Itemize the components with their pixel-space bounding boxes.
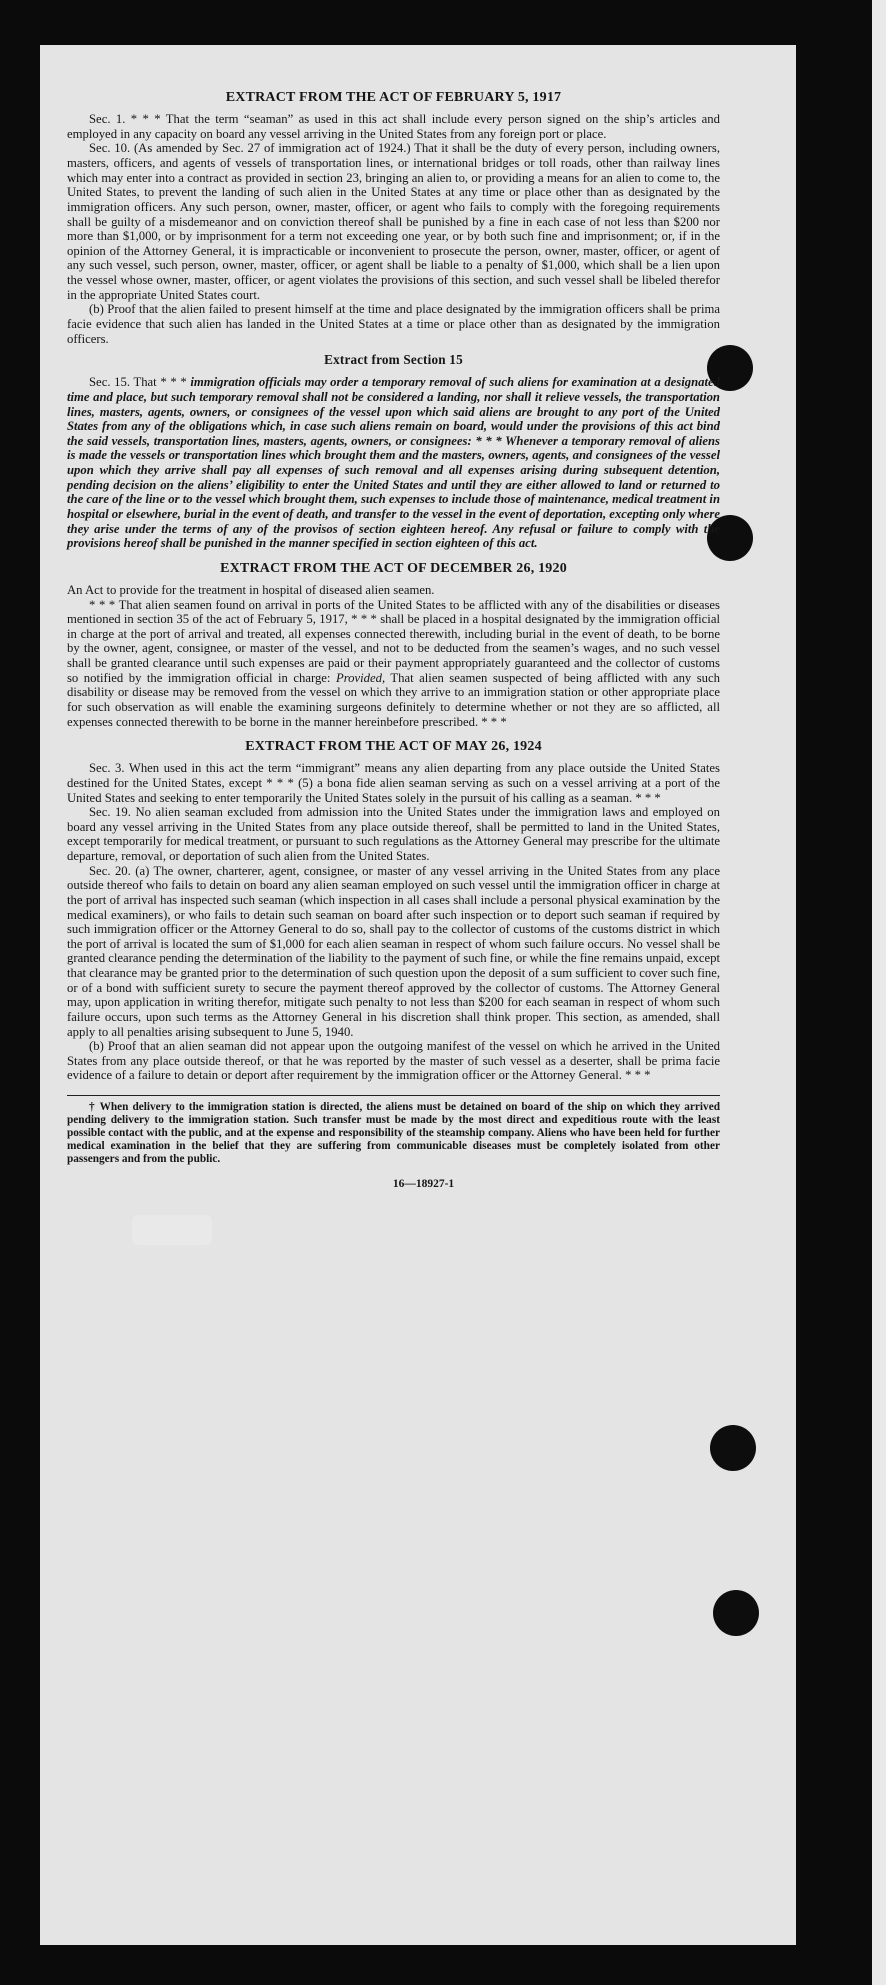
heading-act-1917: EXTRACT FROM THE ACT OF FEBRUARY 5, 1917 [225, 90, 562, 105]
footnote-divider [67, 1095, 720, 1096]
section-20b-paragraph: (b) Proof that an alien seaman did not appear upon the outgoing manifest of the vessel on which he arrived in the United States from any place outside thereof, or that he was reported by the master of such vessel as a deserter, shall be prima facie evidence of a failure to detain or deport after requirement by the immigration officer or the Attorney General. * * * [67, 1039, 720, 1083]
section-15-paragraph [67, 375, 720, 551]
section-3-paragraph: Sec. 3. When used in this act the term “immigrant” means any alien departing from any place outside the United States destined for the United States, except * * * (5) a bona fide alien seaman serving as such on a vessel arriving at a port of the United States and seeking to enter temporarily the United States solely in the pursuit of his calling as a seaman. * * * [67, 761, 720, 805]
act-1920-title: An Act to provide for the treatment in hospital of diseased alien seamen. [67, 582, 435, 597]
footnote: † When delivery to the immigration station is directed, the aliens must be detained on board of the ship on which they arrived pending delivery to the immigration station. Such transfer must be made by the most direct and expeditious route with the least possible contact with the public, and at the expense and responsibility of the steamship company. Aliens who have been held for further medical examination in the belief that they are suffering from communicable diseases must be completely isolated from other passengers and from the public. [67, 1101, 720, 1166]
act-1920-paragraph [67, 598, 720, 730]
section-1-paragraph: Sec. 1. * * * That the term “seaman” as used in this act shall include every person signed on the ship’s articles and employed in any capacity on board any vessel arriving in the United States from any foreign port or place. [67, 112, 720, 141]
form-number: 16—18927-1 [392, 1178, 455, 1190]
punch-hole [713, 1590, 759, 1636]
document-text [67, 90, 720, 1191]
act-1920-text-b: That alien seamen suspected of being afflicted with any such disability or disease may be removed from the vessel on which they arrive to an immigration station or other appropriate place for such observation as will enable the examining surgeons definitely to determine whether or not they are so afflicted, all expenses connected therewith to be borne in the manner hereinbefore prescribed. * * * [67, 670, 721, 729]
section-15-body: immigration officials may order a temporary removal of such aliens for examination at a designated time and place, but such temporary removal shall not be considered a landing, nor shall it relieve vessels, the transportation lines, masters, agents, owners, or consignees of the vessel upon which said aliens are brought to any port of the United States from any of the obligations which, in case such aliens remain on board, would under the provisions of this act bind the said vessels, transportation lines, masters, agents, owners, or consignees: * * * Whenever a temporary removal of aliens is made the vessels or transportation lines which brought them and the masters, owners, agents, and consignees of the vessel upon which they arrive shall pay all expenses of such removal and all expenses arising during subsequent detention, pending decision on the aliens’ eligibility to enter the United States and until they are either allowed to land or returned to the care of the line or to the vessel which brought them, such expenses to include those of maintenance, medical treatment in hospital or elsewhere, burial in the event of death, and transfer to the vessel in the event of deportation, excepting only where they arise under the terms of any of the provisos of section eighteen hereof. Any refusal or failure to comply with the provisions hereof shall be punished in the manner specified in section eighteen of this act. [67, 375, 720, 551]
provided-word: Provided, [335, 670, 386, 685]
bleed-through-smudge [132, 1215, 212, 1245]
section-10-paragraph: Sec. 10. (As amended by Sec. 27 of immigration act of 1924.) That it shall be the duty of every person, including owners, masters, officers, and agents of vessels of transportation lines, or international bridges or toll roads, other than railway lines which may enter into a contract as provided in section 23, bringing an alien to, or providing a means for an alien to come to, the United States, to prevent the landing of such alien in the United States at any time or place other than as designated by the immigration officers. Any such person, owner, master, officer, or agent who fails to comply with the foregoing requirements shall be guilty of a misdemeanor and on conviction thereof shall be punished by a fine in each case of not less than $200 nor more than $1,000, or by imprisonment for a term not exceeding one year, or by both such fine and imprisonment; or, if in the opinion of the Attorney General, it is impracticable or inconvenient to prosecute the person, owner, master, officer, or agent of any such vessel, such person, owner, master, officer, or agent shall be liable to a penalty of $1,000, which shall be a lien upon the vessel whose owner, master, officer, or agent violates the provisions of this section, and such vessel shall be libeled therefor in the appropriate United States court. [67, 141, 720, 302]
punch-hole [710, 1425, 756, 1471]
section-15-lead: Sec. 15. That * * * [89, 375, 191, 390]
section-20-paragraph: Sec. 20. (a) The owner, charterer, agent, consignee, or master of any vessel arriving in the United States from any place outside thereof who fails to detain on board any alien seaman employed on such vessel until the immigration officer in charge at the port of arrival has inspected such seaman (which inspection in all cases shall include a personal physical examination by the medical examiners), or who fails to detain such seaman on board after such inspection or to deport such seaman if required by such immigration officer or the Attorney General to do so, shall pay to the collector of customs of the customs district in which the port of arrival is located the sum of $1,000 for each alien seaman in respect of whom such failure occurs. No vessel shall be granted clearance pending the determination of the liability to the payment of such fine, or while the fine remains unpaid, except that clearance may be granted prior to the determination of such question upon the deposit of a sum sufficient to cover such fine, or of a bond with sufficient surety to secure the payment thereof approved by the collector of customs. The Attorney General may, upon application in writing therefor, mitigate such penalty to not less than $200 for each seaman in respect of whom such failure occurs, upon such terms as the Attorney General in his discretion shall think proper. This section, as amended, shall apply to all penalties arising subsequent to June 5, 1940. [67, 863, 720, 1039]
heading-act-1924: EXTRACT FROM THE ACT OF MAY 26, 1924 [245, 739, 542, 755]
act-1920-text-a: * * * That alien seamen found on arrival in ports of the United States to be afflicted with any of the disabilities or diseases mentioned in section 35 of the act of February 5, 1917, * * * shall be placed in a hospital designated by the immigration official in charge at the port of arrival and treated, all expenses connected therewith, including burial in the event of death, to be borne by the owner, agent, consignee, or master of the vessel, and not to be deducted from the seamen’s wages, and no such vessel shall be granted clearance until such expenses are paid or their payment appropriately guaranteed and the collector of customs so notified by the immigration official in charge: [67, 597, 720, 685]
heading-section-15: Extract from Section 15 [324, 352, 463, 368]
heading-act-1920: EXTRACT FROM THE ACT OF DECEMBER 26, 1920 [220, 560, 567, 576]
section-19-paragraph: Sec. 19. No alien seaman excluded from admission into the United States under the immigration laws and employed on board any vessel arriving in the United States from any place outside thereof, shall be permitted to land in the United States, except temporarily for medical treatment, or pursuant to such regulations as the Attorney General may prescribe for the ultimate departure, removal, or deportation of such alien from the United States. [67, 805, 720, 864]
adjacent-page-edge [872, 0, 886, 1985]
section-10b-paragraph: (b) Proof that the alien failed to present himself at the time and place designated by the immigration officers shall be prima facie evidence that such alien has landed in the United States at a time or place other than as designated by the immigration officers. [67, 302, 720, 346]
